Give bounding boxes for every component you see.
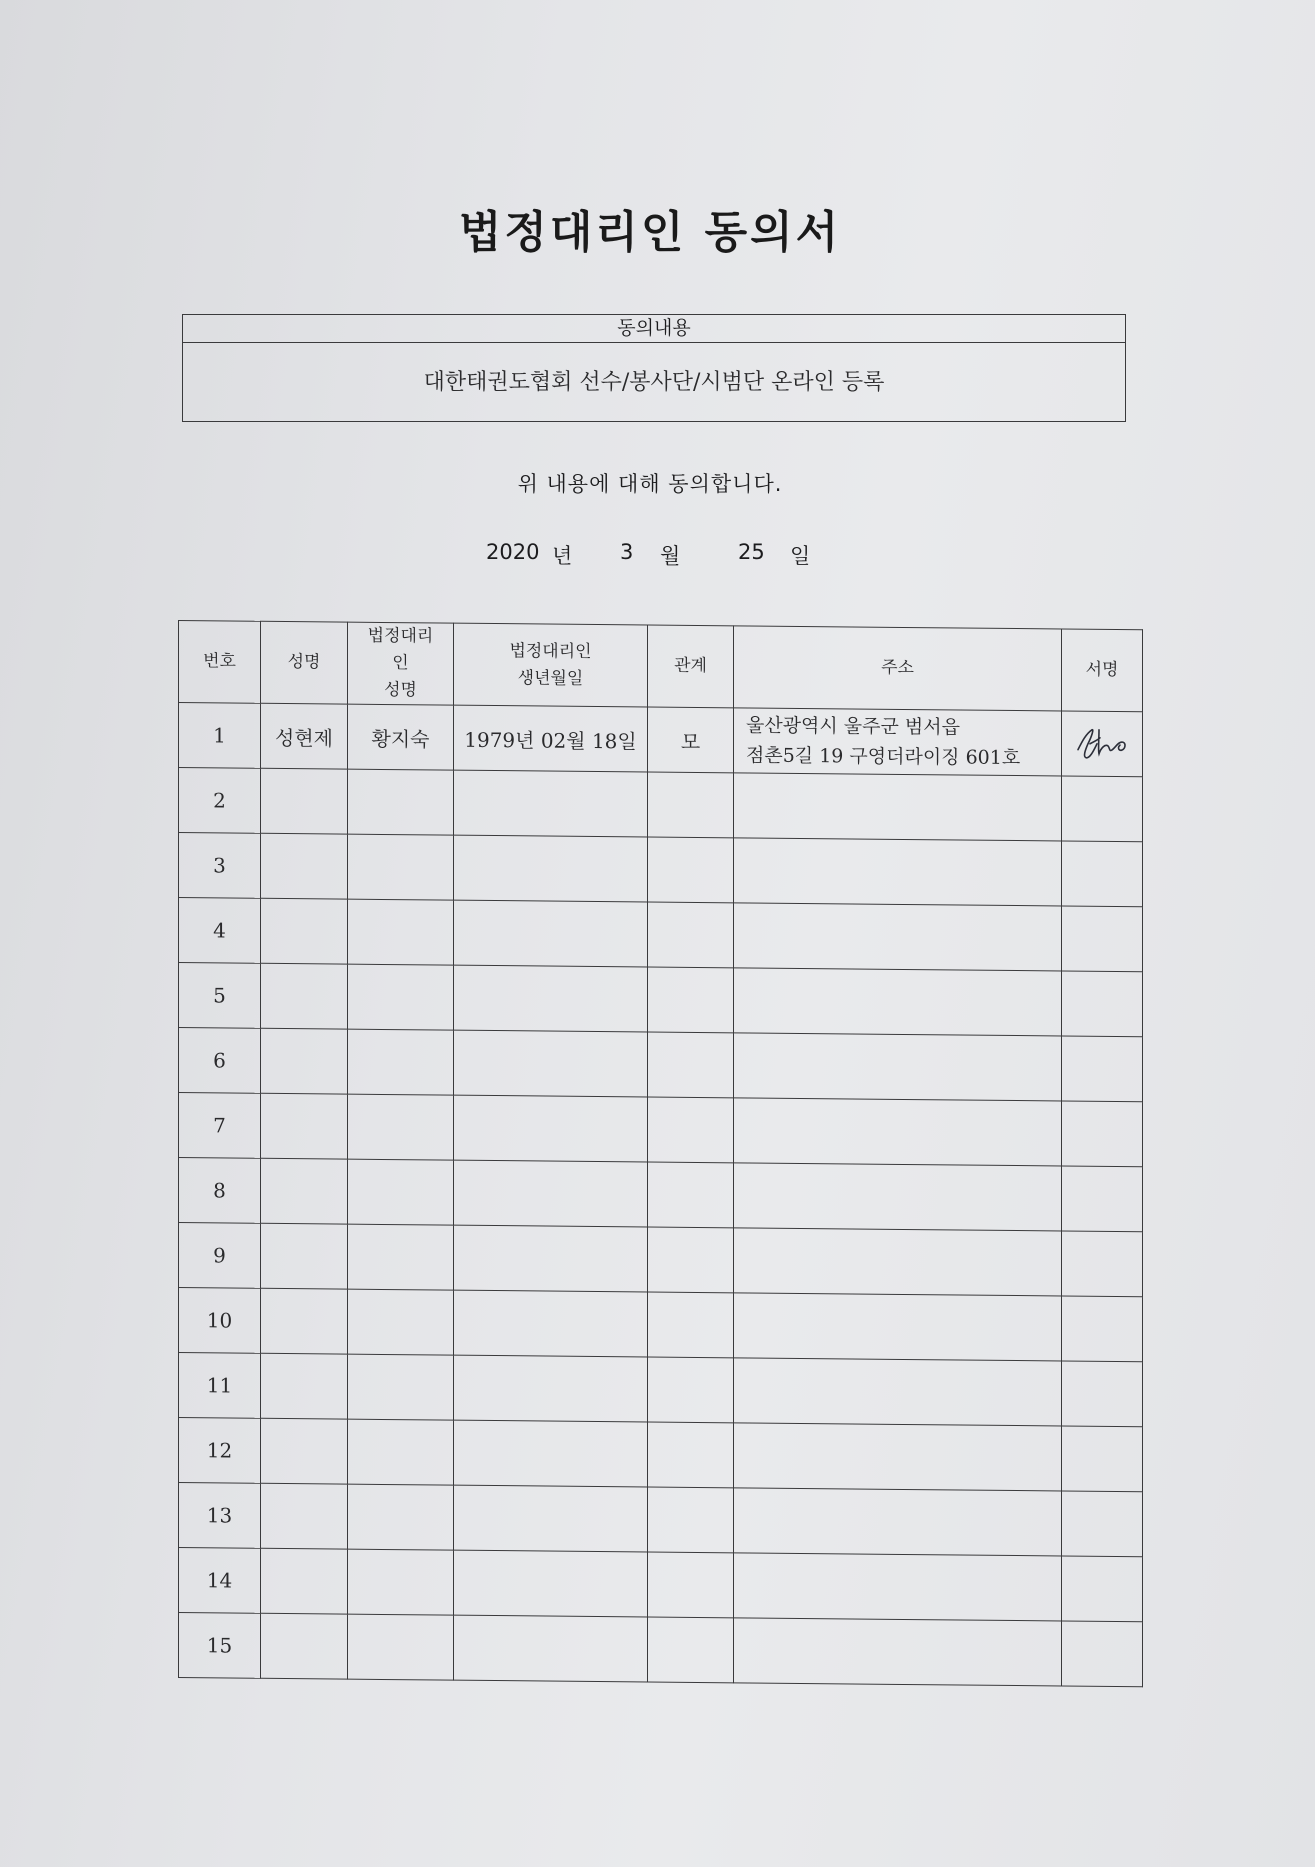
header-address: 주소 [734,626,1062,711]
consent-box [182,314,1126,422]
row-number: 11 [179,1353,261,1419]
row-signature [1062,711,1143,777]
header-guardian-birth [454,623,648,707]
row-address [734,708,1062,776]
table-header-row [179,621,1143,712]
row-name: 성현제 [261,703,348,769]
row-number: 15 [179,1613,261,1679]
header-name: 성명 [261,621,348,704]
table-row [179,1288,1143,1362]
consent-header: 동의내용 [183,315,1125,343]
table-row [179,1548,1143,1622]
table-row [179,963,1143,1037]
row-number: 3 [179,833,261,899]
row-number: 7 [179,1093,261,1159]
table-row [179,1093,1143,1167]
header-relation: 관계 [648,625,734,708]
row-address-line1: 울산광역시 울주군 범서읍 [746,714,960,739]
row-number: 14 [179,1548,261,1614]
table-row [179,898,1143,972]
handwritten-signature-icon [1072,719,1132,764]
table-row [179,1028,1143,1102]
row-number: 13 [179,1483,261,1549]
table-row [179,1353,1143,1427]
row-number: 5 [179,963,261,1029]
header-signature: 서명 [1062,629,1143,712]
guardian-table-wrap [178,620,1142,1687]
header-guardian-name-line3: 성명 [384,679,417,701]
row-number: 10 [179,1288,261,1354]
row-number: 4 [179,898,261,964]
header-guardian-name-line1: 법정대리 [367,625,434,647]
row-number: 2 [179,768,261,834]
table-row [179,1483,1143,1557]
row-number: 6 [179,1028,261,1094]
consent-date [486,540,810,570]
date-month-label: 월 [660,544,681,568]
header-guardian-name [348,622,454,705]
date-year-label: 년 [552,544,573,568]
consent-content: 대한태권도협회 선수/봉사단/시범단 온라인 등록 [423,370,885,395]
header-number: 번호 [179,621,261,704]
row-number: 8 [179,1158,261,1224]
row-address-line2: 점촌5길 19 구영더라이징 601호 [746,744,1021,770]
table-row [179,1158,1143,1232]
header-guardian-birth-line1: 법정대리인 [509,640,592,662]
table-row [179,1418,1143,1492]
agreement-statement: 위 내용에 대해 동의합니다. [517,472,783,496]
header-guardian-name-line2: 인 [392,653,409,674]
date-day-label: 일 [790,544,811,568]
table-row [179,1223,1143,1297]
table-row [179,768,1143,842]
table-row [179,1613,1143,1687]
row-guardian-birth: 1979년 02월 18일 [454,705,648,772]
header-guardian-birth-line2: 생년월일 [517,667,584,689]
row-number: 12 [179,1418,261,1484]
document-title: 법정대리인 동의서 [458,207,842,258]
date-year: 2020 [486,540,540,564]
table-row [179,703,1143,777]
guardian-table [178,620,1143,1687]
row-relation: 모 [648,707,734,773]
row-number: 1 [179,703,261,769]
row-guardian-name: 황지숙 [348,704,454,770]
date-month: 3 [620,540,634,564]
date-day: 25 [738,540,765,564]
row-number: 9 [179,1223,261,1289]
table-row [179,833,1143,907]
